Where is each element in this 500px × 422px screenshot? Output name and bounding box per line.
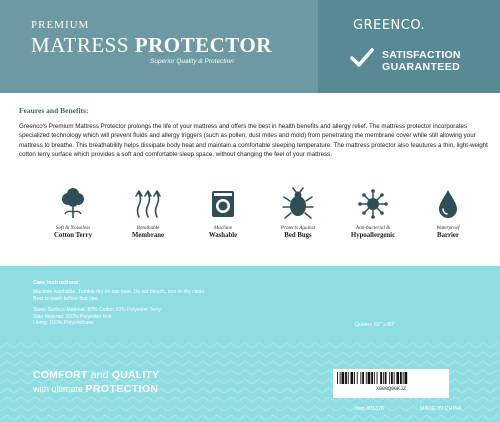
product-tagline: Superior Quality & Protection bbox=[150, 58, 234, 65]
barcode-bar bbox=[354, 372, 355, 384]
water-drop-icon bbox=[431, 187, 465, 221]
barcode-label bbox=[333, 369, 449, 398]
care-heading: Care Instructions: bbox=[33, 280, 81, 286]
barcode-bar bbox=[394, 372, 395, 384]
feature-line2: Cotton Terry bbox=[54, 232, 92, 239]
barcode-bar bbox=[368, 372, 371, 384]
brand-logo: GREENCO. bbox=[353, 18, 426, 33]
barcode-bar bbox=[342, 372, 345, 384]
barcode-bar bbox=[362, 372, 364, 384]
feature-line2: Washable bbox=[208, 232, 238, 239]
title-part2: PROTECTOR bbox=[134, 33, 272, 57]
made-in-label: MADE IN CHINA bbox=[420, 406, 462, 412]
barcode-bar bbox=[371, 372, 373, 384]
protection-word: PROTECTION bbox=[85, 383, 159, 395]
feature-icons-row bbox=[28, 187, 483, 263]
material-line: Sleep Surface Material: 80% Cotton 20% Polyester Terry bbox=[33, 307, 161, 314]
product-title-panel bbox=[0, 0, 318, 93]
header-banner bbox=[0, 0, 500, 93]
guaranteed-text: GUARANTEED bbox=[382, 61, 461, 73]
barcode-bar bbox=[385, 372, 387, 384]
care-line: Machine washable. Tumble dry on low heat. Do not bleach, iron or dry clean. bbox=[33, 289, 206, 295]
feature-line1: Waterproof bbox=[436, 225, 460, 231]
protection-slogan bbox=[33, 383, 158, 395]
comfort-slogan bbox=[33, 369, 159, 381]
product-title bbox=[31, 33, 272, 58]
barcode-bar bbox=[357, 372, 358, 384]
premium-label: PREMIUM bbox=[31, 19, 90, 31]
material-line: Lining: 100% Polyurethane bbox=[33, 320, 94, 327]
feature-line2: Bed Bugs bbox=[284, 232, 312, 239]
care-instructions bbox=[33, 289, 206, 327]
feature-waterproof bbox=[403, 187, 493, 239]
size-label: Queen: 60" x 80" bbox=[355, 322, 395, 328]
feature-line2: Hypoallergenic bbox=[350, 232, 396, 239]
feature-line1: Protects Against bbox=[280, 225, 316, 231]
title-part1: MATRESS bbox=[31, 33, 135, 57]
cotton-flower-icon bbox=[56, 187, 90, 221]
barcode-bar bbox=[383, 372, 384, 384]
barcode-bar bbox=[340, 372, 341, 384]
feature-line1: Breathable bbox=[136, 225, 160, 231]
barcode-bar bbox=[400, 372, 402, 384]
barcode-bar bbox=[396, 372, 399, 384]
material-line: Side Material: 100% Polyester Knit bbox=[33, 313, 112, 320]
barcode-bar bbox=[380, 372, 382, 384]
product-description: Greenco's Premium Mattress Protector prolongs the life of your mattress and offers the best in health benefits and allergy relief. The mattress protector incorporates specialized technology which will prevent fluids and allergy triggers (such as pollen, dust mites and mold) from penetrating the membrane cover while still allowing your mattress to breathe. This breathability helps dissipate body heat and maintain a comfortable sleeping temperature. The mattress protector also feautures a thin, light-weight cotton terry surface which provides a soft and comfortable sleep space, without changing the feel of your mattress. bbox=[19, 123, 488, 158]
feature-line2: Barrier bbox=[437, 232, 459, 239]
barcode-bar bbox=[391, 372, 393, 384]
barcode-bar bbox=[405, 372, 408, 384]
feature-line2: Membrane bbox=[131, 232, 165, 239]
barcode-bar bbox=[403, 372, 404, 384]
brand-panel bbox=[318, 0, 500, 93]
satisfaction-text: SATISFACTION bbox=[382, 49, 461, 61]
barcode-bar bbox=[389, 372, 390, 384]
feature-line1: Soft & Noiseless bbox=[55, 225, 91, 231]
barcode-bar bbox=[374, 372, 375, 384]
and-word: and bbox=[87, 369, 112, 381]
comfort-word: COMFORT bbox=[33, 369, 88, 381]
barcode-bar bbox=[366, 372, 367, 384]
allergen-icon bbox=[356, 187, 390, 221]
breathable-arrows-icon bbox=[131, 187, 165, 221]
barcode-bar bbox=[351, 372, 354, 384]
care-section bbox=[0, 266, 500, 422]
features-section bbox=[0, 93, 500, 266]
features-heading: Feaures and Benefits: bbox=[19, 106, 89, 115]
washing-machine-icon bbox=[206, 187, 240, 221]
barcode-bar bbox=[348, 372, 349, 384]
barcode-bar bbox=[377, 372, 378, 384]
barcode-bar bbox=[345, 372, 347, 384]
bed-bug-icon bbox=[281, 187, 315, 221]
barcode-graphic bbox=[337, 372, 445, 384]
feature-line1: Machine bbox=[213, 225, 233, 231]
with-ultimate-text: with ultimate bbox=[33, 384, 86, 394]
item-number: Item #01376 bbox=[355, 406, 384, 412]
barcode-number: X000Q9GKJZ bbox=[375, 386, 406, 392]
care-line: Best to wash before first use. bbox=[33, 295, 99, 302]
feature-line1: Anti-bacterial & bbox=[355, 225, 391, 231]
barcode-bar bbox=[337, 372, 338, 384]
barcode-bar bbox=[360, 372, 361, 384]
checkmark-badge-icon bbox=[350, 47, 374, 71]
quality-word: QUALITY bbox=[111, 369, 160, 381]
